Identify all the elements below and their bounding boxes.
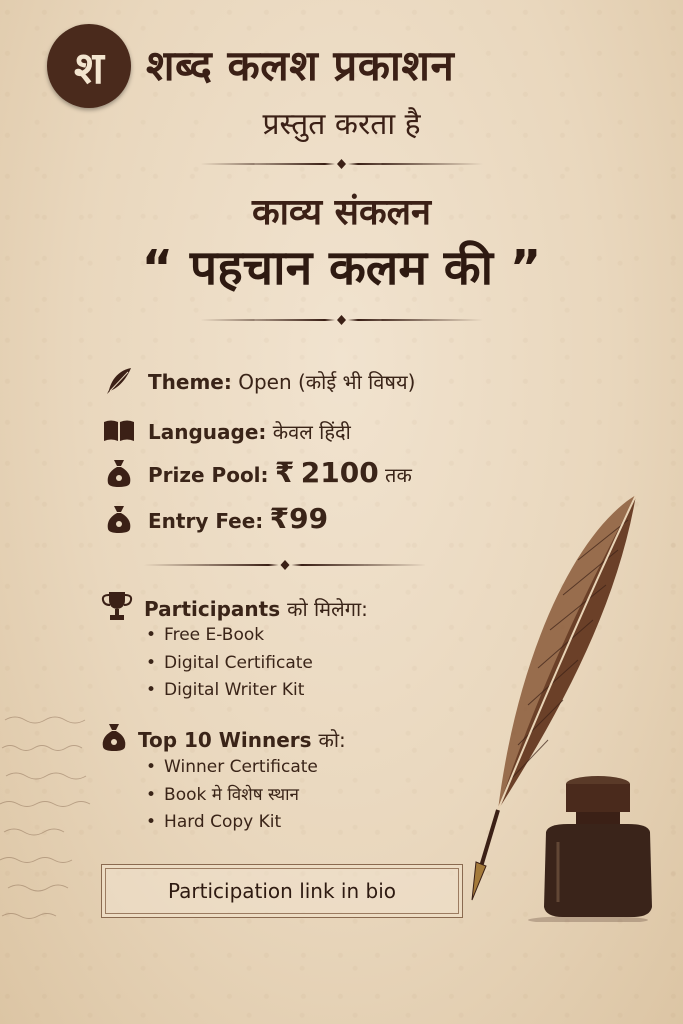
- participants-benefits: [146, 622, 313, 705]
- theme-label: Theme:: [148, 369, 232, 394]
- list-item: • Hard Copy Kit: [146, 809, 318, 837]
- collection-type: काव्य संकलन: [251, 192, 432, 233]
- list-item: • Winner Certificate: [146, 754, 318, 782]
- quill-icon: [102, 366, 136, 396]
- money-bag-icon: [102, 504, 136, 534]
- ornament-divider: [140, 556, 430, 568]
- theme-value: Open (कोई भी विषय): [238, 369, 416, 394]
- presents-text: प्रस्तुत करता है: [262, 107, 421, 142]
- prize-suffix: तक: [385, 463, 412, 487]
- list-item: • Digital Certificate: [146, 650, 313, 678]
- publisher-logo: [47, 24, 131, 108]
- participants-label: Participants: [144, 597, 281, 621]
- fee-amount: 99: [289, 502, 329, 535]
- prize-pool-row: [102, 456, 412, 489]
- list-item: • Free E-Book: [146, 622, 313, 650]
- winners-heading: [100, 722, 346, 757]
- fee-currency: ₹: [269, 502, 290, 535]
- money-bag-icon: [102, 458, 136, 488]
- prize-amount: 2100: [300, 456, 379, 489]
- list-item: • Book मे विशेष स्थान: [146, 782, 318, 810]
- logo-letter: श: [74, 43, 104, 94]
- trophy-icon: [100, 590, 134, 627]
- participants-suffix: को मिलेगा:: [287, 597, 368, 621]
- anthology-title: “ पहचान कलम की ”: [141, 240, 542, 296]
- list-item: • Digital Writer Kit: [146, 677, 313, 705]
- language-label: Language:: [148, 419, 267, 444]
- language-row: [102, 416, 351, 446]
- money-bag-icon: [100, 722, 128, 757]
- entry-fee-row: [102, 502, 328, 535]
- winners-label: Top 10 Winners: [138, 728, 312, 752]
- language-value: केवल हिंदी: [272, 419, 351, 444]
- book-icon: [102, 416, 136, 446]
- participation-link-box[interactable]: Participation link in bio: [101, 864, 463, 918]
- ink-bottle-illustration: [528, 772, 668, 922]
- prize-currency: ₹: [274, 456, 295, 489]
- theme-row: [102, 366, 415, 396]
- prize-pool-label: Prize Pool:: [148, 463, 269, 487]
- winners-benefits: [146, 754, 318, 837]
- ornament-divider: [200, 155, 483, 167]
- ornament-divider: [200, 311, 483, 323]
- entry-fee-label: Entry Fee:: [148, 509, 264, 533]
- winners-suffix: को:: [318, 728, 346, 752]
- publisher-name: शब्द कलश प्रकाशन: [146, 41, 455, 90]
